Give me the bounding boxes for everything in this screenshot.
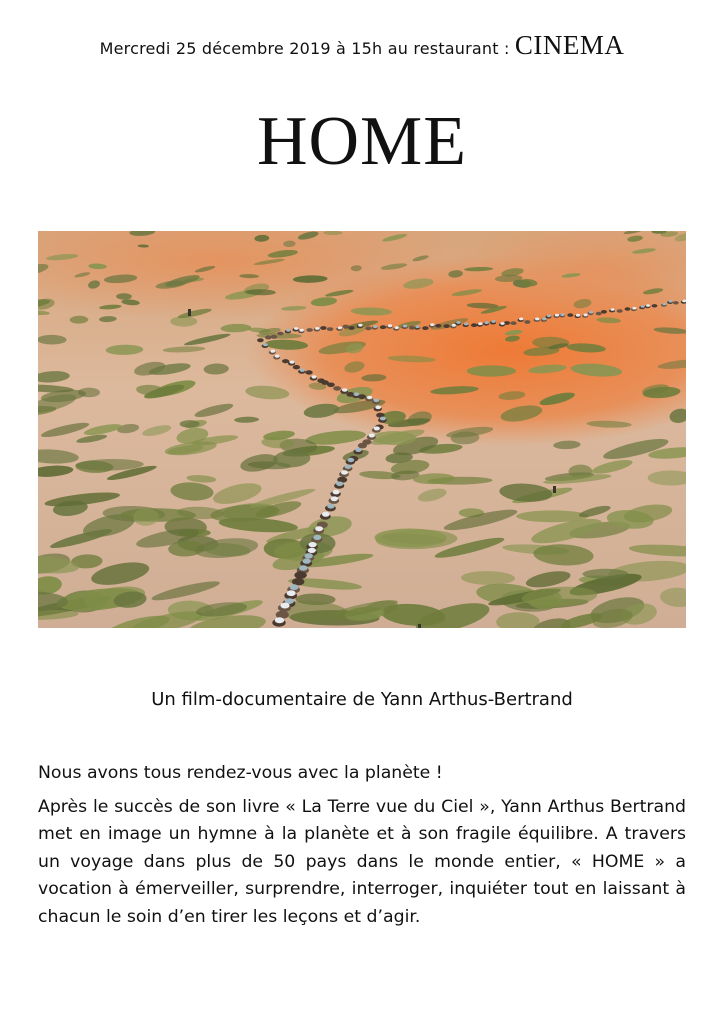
camel-load — [336, 482, 343, 487]
camel-load — [263, 343, 268, 346]
grass-tuft — [516, 510, 588, 522]
camel-load — [300, 329, 304, 332]
camel-shape — [409, 326, 415, 330]
camel-load — [519, 318, 523, 321]
camel-shape — [294, 571, 306, 578]
film-description — [38, 760, 686, 931]
camel-load — [576, 314, 580, 317]
camel-load — [367, 396, 373, 400]
camel-shape — [596, 312, 602, 316]
camel-load — [632, 307, 636, 310]
camel-load — [308, 548, 316, 553]
camel-load — [327, 504, 334, 509]
camel-shape — [444, 324, 450, 328]
camel-load — [535, 318, 539, 321]
desert-caravan-image — [38, 231, 686, 628]
camel-load — [305, 553, 313, 558]
camel-load — [338, 326, 342, 329]
walking-person — [418, 624, 421, 628]
camel-load — [315, 526, 323, 531]
camel-shape — [673, 301, 679, 304]
camel-load — [641, 305, 645, 308]
camel-shape — [293, 365, 300, 369]
camel-shape — [510, 321, 516, 325]
camel-load — [275, 355, 280, 358]
camel-shape — [380, 325, 386, 329]
event-date-line: Mercredi 25 décembre 2019 à 15h au restaurant : — [99, 39, 515, 58]
camel-shape — [327, 327, 333, 331]
walking-person — [553, 486, 556, 493]
camel-load — [311, 375, 316, 378]
camel-load — [646, 304, 650, 307]
camel-shape — [271, 335, 278, 339]
camel-load — [355, 448, 362, 452]
description-lead: Nous avons tous rendez-vous avec la planète ! — [38, 763, 443, 783]
camel-load — [303, 558, 311, 563]
camel-load — [300, 369, 305, 372]
camel-load — [380, 417, 386, 421]
camel-load — [555, 314, 559, 317]
camel-shape — [257, 338, 264, 342]
film-title: HOME — [256, 103, 468, 180]
camel-load — [309, 542, 317, 547]
camel-load — [500, 322, 504, 325]
camel-load — [369, 434, 375, 438]
event-header — [0, 30, 724, 61]
camel-load — [375, 405, 381, 409]
camel-load — [280, 603, 289, 609]
camel-load — [374, 426, 380, 430]
camel-load — [287, 590, 296, 596]
camel-load — [345, 465, 352, 469]
camel-load — [374, 399, 380, 403]
camel-shape — [333, 386, 341, 391]
camel-load — [452, 324, 456, 327]
camel-load — [610, 308, 614, 311]
camel-load — [333, 490, 340, 495]
camel-shape — [471, 323, 477, 327]
camel-load — [299, 565, 308, 570]
camel-load — [669, 300, 673, 303]
camel-load — [342, 388, 348, 392]
camel-load — [322, 512, 330, 517]
film-poster-photo — [38, 231, 686, 628]
camel-load — [294, 327, 298, 330]
camel-shape — [365, 327, 371, 331]
camel-load — [484, 321, 488, 324]
camel-load — [286, 329, 291, 332]
camel-load — [464, 323, 468, 326]
camel-load — [354, 392, 360, 396]
camel-load — [358, 324, 362, 327]
camel-shape — [422, 326, 428, 330]
camel-shape — [524, 320, 530, 324]
camel-load — [270, 350, 275, 353]
camel-load — [662, 303, 666, 306]
camel-load — [430, 323, 434, 326]
camel-shape — [617, 309, 623, 313]
camel-load — [290, 361, 295, 364]
camel-load — [388, 324, 392, 327]
camel-shape — [348, 326, 354, 330]
camel-load — [478, 322, 482, 325]
film-credit: Un film-documentaire de Yann Arthus-Bertrand — [151, 689, 573, 710]
camel-load — [584, 314, 588, 317]
camel-load — [415, 325, 419, 328]
camel-shape — [292, 578, 304, 585]
camel-shape — [265, 335, 272, 339]
camel-load — [290, 584, 299, 590]
camel-shape — [435, 324, 441, 328]
camel-load — [456, 321, 460, 324]
camel-load — [347, 458, 354, 462]
event-category: CINEMA — [514, 30, 625, 60]
camel-shape — [343, 325, 349, 329]
camel-shape — [358, 394, 366, 399]
camel-shape — [625, 307, 631, 311]
camel-load — [313, 535, 321, 540]
camel-load — [547, 314, 551, 317]
camel-load — [491, 320, 495, 323]
camel-shape — [277, 332, 283, 336]
grass-tuft — [78, 388, 100, 398]
camel-shape — [327, 383, 335, 388]
camel-shape — [567, 313, 573, 317]
camel-shape — [306, 328, 312, 332]
camel-load — [275, 617, 284, 623]
description-paragraph: Après le succès de son livre « La Terre vue du Ciel », Yann Arthus Bertrand met en image un hymne à la planète et à son fragile équilibre. A travers un voyage dans plus de 50 pays dans le monde entier, « HOME » a vocation à émerveiller, surprendre, interroger, inquiéter tout en laissant à chacun le soin d’en tirer les leçons et d’agir. — [38, 796, 686, 927]
camel-load — [403, 325, 407, 328]
camel-load — [331, 496, 338, 501]
camel-load — [395, 326, 399, 329]
camel-load — [341, 470, 348, 474]
camel-load — [373, 325, 377, 328]
camel-load — [560, 313, 564, 316]
camel-shape — [320, 326, 326, 330]
camel-shape — [305, 370, 312, 374]
camel-load — [542, 318, 546, 321]
walking-person — [188, 309, 191, 316]
camel-shape — [358, 443, 367, 449]
camel-shape — [601, 310, 607, 314]
camel-load — [315, 327, 319, 330]
camel-shape — [652, 304, 658, 307]
camel-load — [589, 311, 593, 314]
